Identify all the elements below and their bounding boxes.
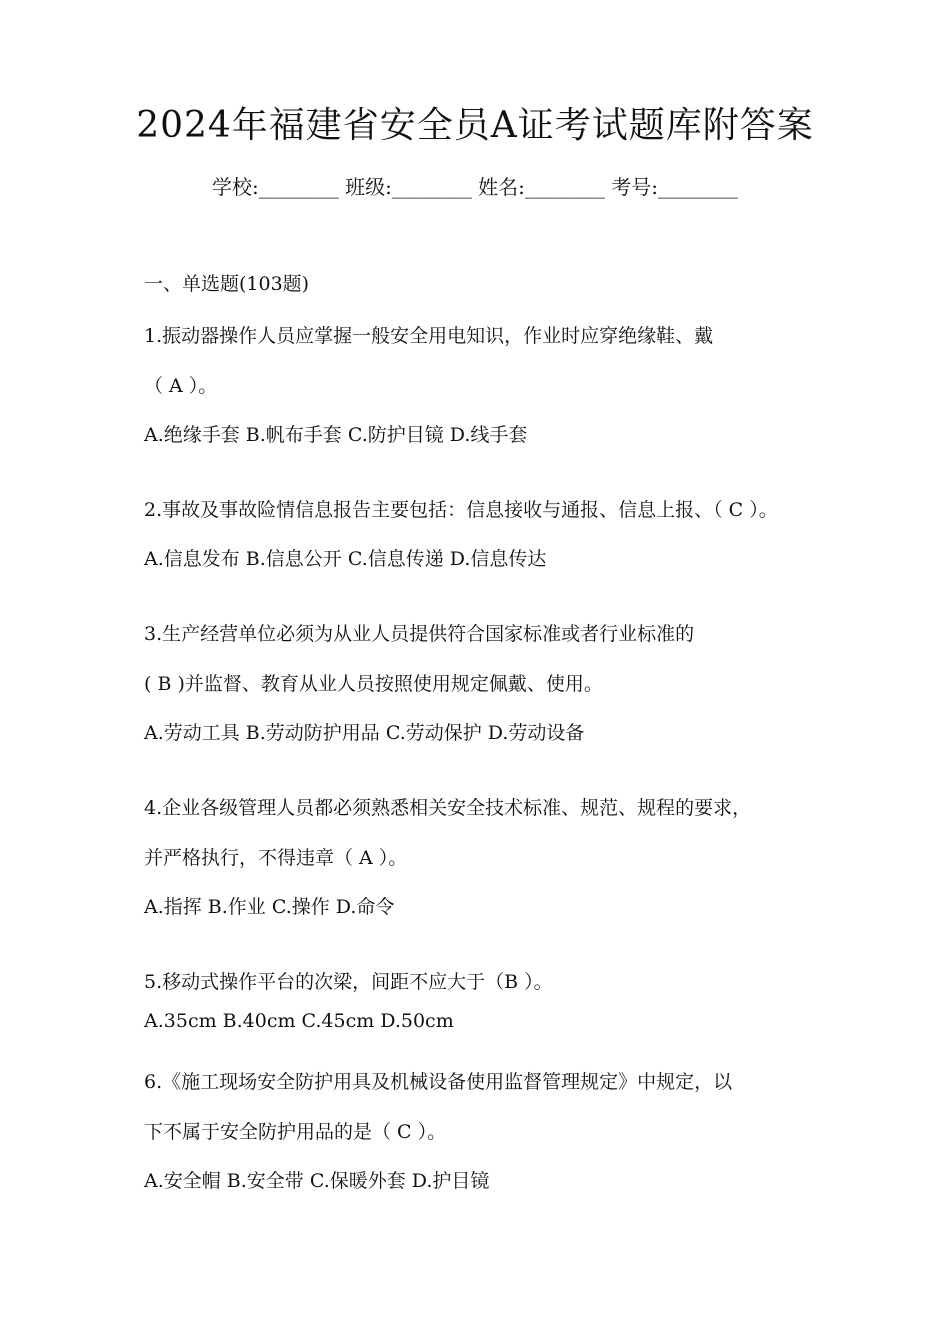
question-6-line-1: 6.《施工现场安全防护用具及机械设备使用监督管理规定》中规定，以 — [144, 1071, 733, 1093]
question-5-options: A.35cm B.40cm C.45cm D.50cm — [144, 1010, 454, 1032]
student-info-line: 学校:________ 班级:________ 姓名:________ 考号:________ — [211, 175, 739, 199]
question-3-options: A.劳动工具 B.劳动防护用品 C.劳动保护 D.劳动设备 — [144, 722, 585, 744]
question-4-options: A.指挥 B.作业 C.操作 D.命令 — [144, 896, 395, 918]
question-3-line-2: ( B )并监督、教育从业人员按照使用规定佩戴、使用。 — [144, 673, 603, 695]
question-3-line-1: 3.生产经营单位必须为从业人员提供符合国家标准或者行业标准的 — [144, 623, 695, 645]
question-2-line-1: 2.事故及事故险情信息报告主要包括：信息接收与通报、信息上报、（ C ）。 — [144, 499, 778, 521]
question-4-line-1: 4.企业各级管理人员都必须熟悉相关安全技术标准、规范、规程的要求， — [144, 797, 752, 819]
question-1-options: A.绝缘手套 B.帆布手套 C.防护目镜 D.线手套 — [144, 424, 528, 446]
document-title: 2024年福建省安全员A证考试题库附答案 — [136, 105, 814, 146]
question-1-line-1: 1.振动器操作人员应掌握一般安全用电知识，作业时应穿绝缘鞋、戴 — [144, 325, 714, 347]
question-2-options: A.信息发布 B.信息公开 C.信息传递 D.信息传达 — [144, 548, 547, 570]
section-heading: 一、单选题(103题) — [144, 273, 310, 295]
question-5-line-1: 5.移动式操作平台的次梁，间距不应大于（B ）。 — [144, 971, 553, 993]
question-1-line-2: （ A ）。 — [144, 375, 218, 397]
question-6-line-2: 下不属于安全防护用品的是（ C ）。 — [144, 1121, 447, 1143]
question-4-line-2: 并严格执行，不得违章（ A ）。 — [144, 847, 408, 869]
question-6-options: A.安全帽 B.安全带 C.保暖外套 D.护目镜 — [144, 1170, 490, 1192]
